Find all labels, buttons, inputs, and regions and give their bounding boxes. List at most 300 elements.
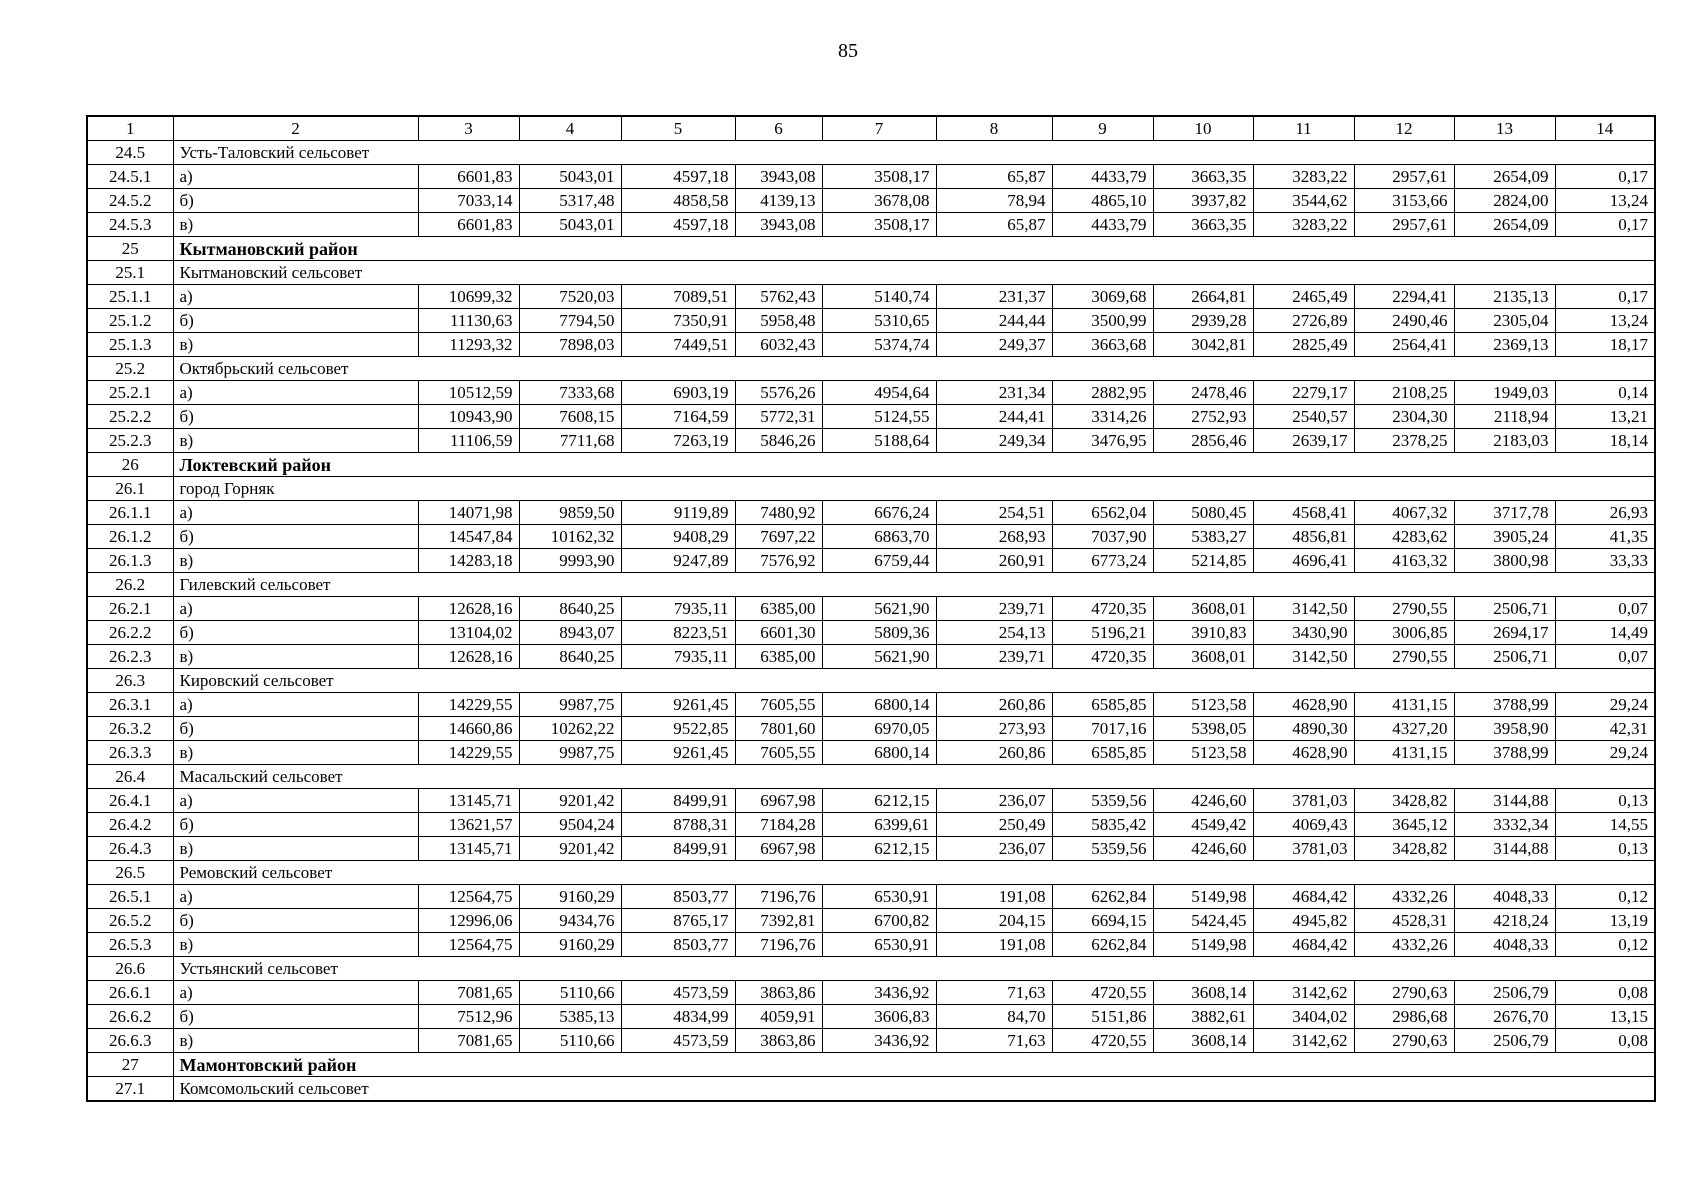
value-cell: 2752,93 (1153, 405, 1253, 429)
value-cell: 3863,86 (735, 981, 822, 1005)
value-cell: 4696,41 (1253, 549, 1354, 573)
value-cell: 236,07 (936, 837, 1052, 861)
value-cell: 13621,57 (418, 813, 519, 837)
value-cell: 4246,60 (1153, 789, 1253, 813)
value-cell: 204,15 (936, 909, 1052, 933)
value-cell: 13,15 (1555, 1005, 1655, 1029)
value-cell: 3608,01 (1153, 597, 1253, 621)
value-cell: 5424,45 (1153, 909, 1253, 933)
value-cell: 6700,82 (822, 909, 936, 933)
value-cell: 5151,86 (1052, 1005, 1153, 1029)
value-cell: 4327,20 (1354, 717, 1454, 741)
value-cell: 5080,45 (1153, 501, 1253, 525)
value-cell: 5762,43 (735, 285, 822, 309)
row-variant-label: а) (173, 597, 418, 621)
value-cell: 11130,63 (418, 309, 519, 333)
value-cell: 2676,70 (1454, 1005, 1555, 1029)
value-cell: 3042,81 (1153, 333, 1253, 357)
row-code: 26.6 (87, 957, 173, 981)
value-cell: 14660,86 (418, 717, 519, 741)
value-cell: 3910,83 (1153, 621, 1253, 645)
value-cell: 7576,92 (735, 549, 822, 573)
column-number-header: 13 (1454, 116, 1555, 141)
value-cell: 6601,83 (418, 213, 519, 237)
value-cell: 12628,16 (418, 597, 519, 621)
value-cell: 231,34 (936, 381, 1052, 405)
value-cell: 4069,43 (1253, 813, 1354, 837)
value-cell: 7697,22 (735, 525, 822, 549)
value-cell: 29,24 (1555, 693, 1655, 717)
value-cell: 9160,29 (519, 885, 621, 909)
value-cell: 5317,48 (519, 189, 621, 213)
value-cell: 41,35 (1555, 525, 1655, 549)
value-cell: 0,13 (1555, 837, 1655, 861)
value-cell: 260,86 (936, 693, 1052, 717)
row-code: 26.3 (87, 669, 173, 693)
value-cell: 5359,56 (1052, 789, 1153, 813)
value-cell: 2824,00 (1454, 189, 1555, 213)
row-variant-label: б) (173, 717, 418, 741)
data-row (87, 621, 1655, 645)
value-cell: 4139,13 (735, 189, 822, 213)
row-code: 25.2.1 (87, 381, 173, 405)
value-cell: 4059,91 (735, 1005, 822, 1029)
section-row (87, 357, 1655, 381)
value-cell: 2506,79 (1454, 981, 1555, 1005)
value-cell: 4856,81 (1253, 525, 1354, 549)
value-cell: 3142,62 (1253, 981, 1354, 1005)
value-cell: 65,87 (936, 213, 1052, 237)
row-code: 26.1.2 (87, 525, 173, 549)
value-cell: 7196,76 (735, 885, 822, 909)
value-cell: 5149,98 (1153, 885, 1253, 909)
value-cell: 3332,34 (1454, 813, 1555, 837)
value-cell: 5374,74 (822, 333, 936, 357)
section-row (87, 261, 1655, 285)
section-title: Усть-Таловский сельсовет (173, 141, 1655, 165)
row-code: 25.2 (87, 357, 173, 381)
value-cell: 71,63 (936, 1029, 1052, 1053)
value-cell: 2294,41 (1354, 285, 1454, 309)
value-cell: 3069,68 (1052, 285, 1153, 309)
value-cell: 4067,32 (1354, 501, 1454, 525)
value-cell: 239,71 (936, 597, 1052, 621)
data-row (87, 885, 1655, 909)
value-cell: 5398,05 (1153, 717, 1253, 741)
value-cell: 8640,25 (519, 597, 621, 621)
row-code: 25.2.2 (87, 405, 173, 429)
value-cell: 5385,13 (519, 1005, 621, 1029)
value-cell: 5576,26 (735, 381, 822, 405)
value-cell: 3882,61 (1153, 1005, 1253, 1029)
value-cell: 254,13 (936, 621, 1052, 645)
row-code: 25.1.3 (87, 333, 173, 357)
row-variant-label: в) (173, 549, 418, 573)
value-cell: 2939,28 (1153, 309, 1253, 333)
value-cell: 8503,77 (621, 885, 735, 909)
value-cell: 7089,51 (621, 285, 735, 309)
row-code: 25.1.2 (87, 309, 173, 333)
value-cell: 7263,19 (621, 429, 735, 453)
row-code: 26.5.2 (87, 909, 173, 933)
value-cell: 4528,31 (1354, 909, 1454, 933)
row-variant-label: б) (173, 405, 418, 429)
value-cell: 3663,68 (1052, 333, 1153, 357)
value-cell: 71,63 (936, 981, 1052, 1005)
value-cell: 2564,41 (1354, 333, 1454, 357)
value-cell: 14,49 (1555, 621, 1655, 645)
value-cell: 6800,14 (822, 741, 936, 765)
column-number-header: 11 (1253, 116, 1354, 141)
value-cell: 7333,68 (519, 381, 621, 405)
value-cell: 2378,25 (1354, 429, 1454, 453)
value-cell: 6530,91 (822, 933, 936, 957)
data-row (87, 813, 1655, 837)
value-cell: 6212,15 (822, 789, 936, 813)
row-variant-label: в) (173, 933, 418, 957)
value-cell: 2957,61 (1354, 213, 1454, 237)
data-row (87, 597, 1655, 621)
value-cell: 0,12 (1555, 885, 1655, 909)
data-row (87, 333, 1655, 357)
value-cell: 4131,15 (1354, 693, 1454, 717)
section-title: Устьянский сельсовет (173, 957, 1655, 981)
section-row (87, 141, 1655, 165)
value-cell: 9987,75 (519, 741, 621, 765)
row-code: 26.3.2 (87, 717, 173, 741)
row-code: 26.6.3 (87, 1029, 173, 1053)
value-cell: 5149,98 (1153, 933, 1253, 957)
value-cell: 3905,24 (1454, 525, 1555, 549)
value-cell: 4834,99 (621, 1005, 735, 1029)
value-cell: 1949,03 (1454, 381, 1555, 405)
district-title: Кытмановский район (173, 237, 1655, 261)
value-cell: 3788,99 (1454, 741, 1555, 765)
value-cell: 7017,16 (1052, 717, 1153, 741)
value-cell: 10162,32 (519, 525, 621, 549)
value-cell: 10699,32 (418, 285, 519, 309)
value-cell: 9160,29 (519, 933, 621, 957)
value-cell: 14071,98 (418, 501, 519, 525)
value-cell: 2957,61 (1354, 165, 1454, 189)
value-cell: 9408,29 (621, 525, 735, 549)
value-cell: 5123,58 (1153, 741, 1253, 765)
value-cell: 2305,04 (1454, 309, 1555, 333)
value-cell: 4858,58 (621, 189, 735, 213)
value-cell: 4720,55 (1052, 1029, 1153, 1053)
row-variant-label: б) (173, 525, 418, 549)
column-number-header: 6 (735, 116, 822, 141)
row-code: 26.5 (87, 861, 173, 885)
column-number-header: 8 (936, 116, 1052, 141)
row-code: 26.2.2 (87, 621, 173, 645)
value-cell: 3006,85 (1354, 621, 1454, 645)
row-code: 24.5.3 (87, 213, 173, 237)
value-cell: 4131,15 (1354, 741, 1454, 765)
row-code: 26.5.3 (87, 933, 173, 957)
value-cell: 13,24 (1555, 309, 1655, 333)
value-cell: 18,14 (1555, 429, 1655, 453)
row-variant-label: б) (173, 621, 418, 645)
section-title: Гилевский сельсовет (173, 573, 1655, 597)
value-cell: 78,94 (936, 189, 1052, 213)
value-cell: 2882,95 (1052, 381, 1153, 405)
value-cell: 13104,02 (418, 621, 519, 645)
value-cell: 3428,82 (1354, 837, 1454, 861)
value-cell: 6863,70 (822, 525, 936, 549)
column-number-header: 3 (418, 116, 519, 141)
row-code: 27 (87, 1053, 173, 1077)
row-variant-label: а) (173, 693, 418, 717)
value-cell: 2825,49 (1253, 333, 1354, 357)
value-cell: 4684,42 (1253, 933, 1354, 957)
value-cell: 65,87 (936, 165, 1052, 189)
value-cell: 4954,64 (822, 381, 936, 405)
row-variant-label: а) (173, 165, 418, 189)
row-code: 24.5.1 (87, 165, 173, 189)
value-cell: 5621,90 (822, 597, 936, 621)
value-cell: 42,31 (1555, 717, 1655, 741)
value-cell: 6585,85 (1052, 693, 1153, 717)
data-row (87, 837, 1655, 861)
data-row (87, 1029, 1655, 1053)
column-number-header: 12 (1354, 116, 1454, 141)
value-cell: 3476,95 (1052, 429, 1153, 453)
value-cell: 5359,56 (1052, 837, 1153, 861)
row-variant-label: в) (173, 1029, 418, 1053)
value-cell: 7480,92 (735, 501, 822, 525)
value-cell: 8223,51 (621, 621, 735, 645)
value-cell: 7520,03 (519, 285, 621, 309)
value-cell: 5188,64 (822, 429, 936, 453)
value-cell: 6759,44 (822, 549, 936, 573)
value-cell: 4597,18 (621, 213, 735, 237)
data-row (87, 525, 1655, 549)
data-row (87, 309, 1655, 333)
district-row (87, 453, 1655, 477)
value-cell: 4628,90 (1253, 741, 1354, 765)
row-variant-label: в) (173, 645, 418, 669)
value-cell: 250,49 (936, 813, 1052, 837)
data-row (87, 645, 1655, 669)
value-cell: 12628,16 (418, 645, 519, 669)
data-row (87, 429, 1655, 453)
value-cell: 4283,62 (1354, 525, 1454, 549)
row-code: 26.2.3 (87, 645, 173, 669)
value-cell: 7898,03 (519, 333, 621, 357)
value-cell: 0,17 (1555, 165, 1655, 189)
value-cell: 7164,59 (621, 405, 735, 429)
value-cell: 2506,71 (1454, 597, 1555, 621)
value-cell: 3800,98 (1454, 549, 1555, 573)
value-cell: 5124,55 (822, 405, 936, 429)
data-row (87, 981, 1655, 1005)
value-cell: 13,21 (1555, 405, 1655, 429)
value-cell: 0,17 (1555, 285, 1655, 309)
value-cell: 9261,45 (621, 693, 735, 717)
row-code: 26.4 (87, 765, 173, 789)
value-cell: 6585,85 (1052, 741, 1153, 765)
value-cell: 2726,89 (1253, 309, 1354, 333)
value-cell: 7081,65 (418, 1029, 519, 1053)
value-cell: 7033,14 (418, 189, 519, 213)
value-cell: 3937,82 (1153, 189, 1253, 213)
row-code: 25.1 (87, 261, 173, 285)
value-cell: 0,08 (1555, 981, 1655, 1005)
value-cell: 7801,60 (735, 717, 822, 741)
value-cell: 3781,03 (1253, 837, 1354, 861)
value-cell: 3663,35 (1153, 213, 1253, 237)
value-cell: 3142,50 (1253, 645, 1354, 669)
value-cell: 3606,83 (822, 1005, 936, 1029)
value-cell: 6562,04 (1052, 501, 1153, 525)
row-code: 26 (87, 453, 173, 477)
value-cell: 0,12 (1555, 933, 1655, 957)
value-cell: 2506,79 (1454, 1029, 1555, 1053)
section-row (87, 477, 1655, 501)
value-cell: 7081,65 (418, 981, 519, 1005)
value-cell: 244,41 (936, 405, 1052, 429)
value-cell: 5772,31 (735, 405, 822, 429)
value-cell: 249,34 (936, 429, 1052, 453)
value-cell: 7449,51 (621, 333, 735, 357)
page-number: 85 (838, 40, 858, 62)
value-cell: 9993,90 (519, 549, 621, 573)
value-cell: 2304,30 (1354, 405, 1454, 429)
value-cell: 13,24 (1555, 189, 1655, 213)
row-variant-label: б) (173, 1005, 418, 1029)
value-cell: 6970,05 (822, 717, 936, 741)
row-code: 26.4.2 (87, 813, 173, 837)
value-cell: 2540,57 (1253, 405, 1354, 429)
row-variant-label: а) (173, 285, 418, 309)
value-cell: 9247,89 (621, 549, 735, 573)
value-cell: 4628,90 (1253, 693, 1354, 717)
row-variant-label: в) (173, 741, 418, 765)
value-cell: 7605,55 (735, 693, 822, 717)
value-cell: 4163,32 (1354, 549, 1454, 573)
value-cell: 6032,43 (735, 333, 822, 357)
section-title: Масальский сельсовет (173, 765, 1655, 789)
value-cell: 3283,22 (1253, 213, 1354, 237)
value-cell: 6967,98 (735, 789, 822, 813)
value-cell: 4573,59 (621, 1029, 735, 1053)
value-cell: 7512,96 (418, 1005, 519, 1029)
row-code: 26.1.3 (87, 549, 173, 573)
data-row (87, 189, 1655, 213)
value-cell: 12564,75 (418, 933, 519, 957)
value-cell: 7935,11 (621, 597, 735, 621)
value-cell: 13145,71 (418, 789, 519, 813)
row-code: 24.5 (87, 141, 173, 165)
value-cell: 10943,90 (418, 405, 519, 429)
value-cell: 3788,99 (1454, 693, 1555, 717)
section-title: Комсомольский сельсовет (173, 1077, 1655, 1102)
value-cell: 7196,76 (735, 933, 822, 957)
value-cell: 3645,12 (1354, 813, 1454, 837)
value-cell: 2279,17 (1253, 381, 1354, 405)
value-cell: 0,07 (1555, 645, 1655, 669)
value-cell: 2654,09 (1454, 165, 1555, 189)
column-number-header: 4 (519, 116, 621, 141)
value-cell: 9522,85 (621, 717, 735, 741)
row-variant-label: а) (173, 501, 418, 525)
value-cell: 7935,11 (621, 645, 735, 669)
value-cell: 14547,84 (418, 525, 519, 549)
value-cell: 6262,84 (1052, 885, 1153, 909)
value-cell: 244,44 (936, 309, 1052, 333)
value-cell: 3863,86 (735, 1029, 822, 1053)
value-cell: 6399,61 (822, 813, 936, 837)
value-cell: 4218,24 (1454, 909, 1555, 933)
value-cell: 5958,48 (735, 309, 822, 333)
value-cell: 3142,50 (1253, 597, 1354, 621)
value-cell: 3943,08 (735, 165, 822, 189)
data-row (87, 285, 1655, 309)
column-number-header: 14 (1555, 116, 1655, 141)
value-cell: 4597,18 (621, 165, 735, 189)
value-cell: 3314,26 (1052, 405, 1153, 429)
value-cell: 236,07 (936, 789, 1052, 813)
section-row (87, 669, 1655, 693)
value-cell: 6676,24 (822, 501, 936, 525)
data-row (87, 693, 1655, 717)
value-cell: 5123,58 (1153, 693, 1253, 717)
value-cell: 6694,15 (1052, 909, 1153, 933)
value-cell: 3283,22 (1253, 165, 1354, 189)
value-cell: 5214,85 (1153, 549, 1253, 573)
row-variant-label: в) (173, 429, 418, 453)
value-cell: 5621,90 (822, 645, 936, 669)
value-cell: 2654,09 (1454, 213, 1555, 237)
value-cell: 9504,24 (519, 813, 621, 837)
value-cell: 2790,63 (1354, 1029, 1454, 1053)
table-body (87, 141, 1655, 1102)
value-cell: 3943,08 (735, 213, 822, 237)
row-code: 26.6.2 (87, 1005, 173, 1029)
data-row (87, 405, 1655, 429)
value-cell: 84,70 (936, 1005, 1052, 1029)
row-code: 27.1 (87, 1077, 173, 1102)
value-cell: 2664,81 (1153, 285, 1253, 309)
column-number-row (87, 116, 1655, 141)
value-cell: 7608,15 (519, 405, 621, 429)
value-cell: 4332,26 (1354, 933, 1454, 957)
column-number-header: 9 (1052, 116, 1153, 141)
value-cell: 4433,79 (1052, 213, 1153, 237)
row-code: 24.5.2 (87, 189, 173, 213)
value-cell: 4945,82 (1253, 909, 1354, 933)
value-cell: 14229,55 (418, 741, 519, 765)
value-cell: 9119,89 (621, 501, 735, 525)
value-cell: 11106,59 (418, 429, 519, 453)
section-row (87, 861, 1655, 885)
column-number-header: 2 (173, 116, 418, 141)
value-cell: 3500,99 (1052, 309, 1153, 333)
data-row (87, 165, 1655, 189)
value-cell: 6903,19 (621, 381, 735, 405)
value-cell: 10512,59 (418, 381, 519, 405)
value-cell: 4720,35 (1052, 597, 1153, 621)
value-cell: 12996,06 (418, 909, 519, 933)
row-variant-label: а) (173, 381, 418, 405)
section-row (87, 957, 1655, 981)
value-cell: 6212,15 (822, 837, 936, 861)
data-row (87, 549, 1655, 573)
value-cell: 3436,92 (822, 1029, 936, 1053)
section-row (87, 1077, 1655, 1102)
value-cell: 2790,55 (1354, 597, 1454, 621)
